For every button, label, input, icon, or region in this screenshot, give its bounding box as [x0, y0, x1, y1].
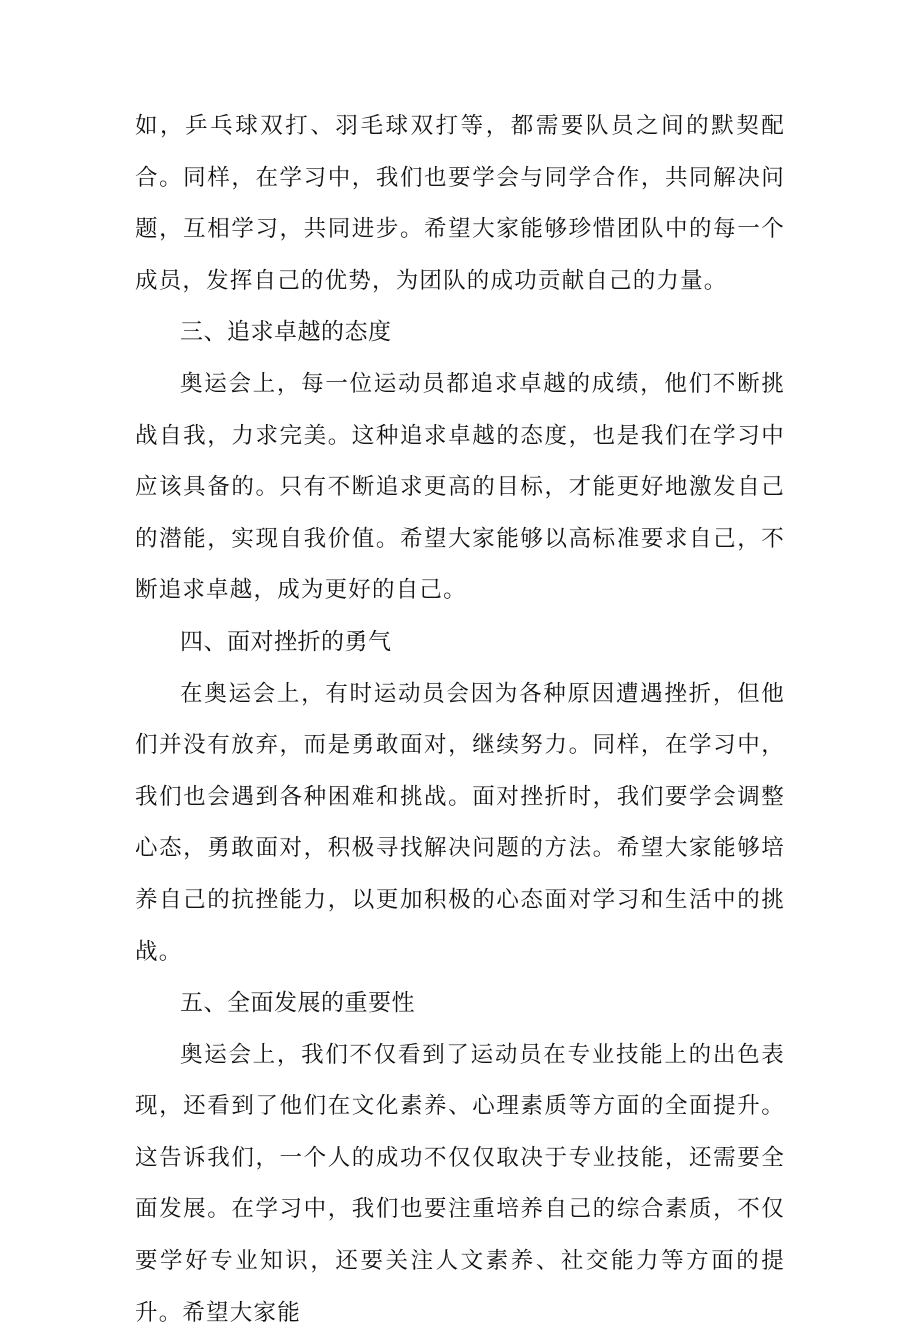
body-paragraph: 奥运会上，每一位运动员都追求卓越的成绩，他们不断挑战自我，力求完美。这种追求卓越的态度，也是我们在学习中应该具备的。只有不断追求更高的目标，才能更好地激发自己的潜能，实现自我价值。希望大家能够以高标准要求自己，不断追求卓越，成为更好的自己。 — [135, 370, 785, 604]
section-heading: 四、面对挫折的勇气 — [180, 628, 392, 655]
body-paragraph: 在奥运会上，有时运动员会因为各种原因遭遇挫折，但他们并没有放弃，而是勇敢面对，继续努力。同样，在学习中，我们也会遇到各种困难和挑战。面对挫折时，我们要学会调整心态，勇敢面对，积极寻找解决问题的方法。希望大家能够培养自己的抗挫能力，以更加积极的心态面对学习和生活中的挑战。 — [135, 680, 785, 965]
document-body — [135, 101, 785, 1339]
body-paragraph: 奥运会上，我们不仅看到了运动员在专业技能上的出色表现，还看到了他们在文化素养、心理素质等方面的全面提升。这告诉我们，一个人的成功不仅仅取决于专业技能，还需要全面发展。在学习中，我们也要注重培养自己的综合素质，不仅要学好专业知识，还要关注人文素养、社交能力等方面的提升。希望大家能 — [135, 1041, 785, 1326]
body-paragraph: 如，乒乓球双打、羽毛球双打等，都需要队员之间的默契配合。同样，在学习中，我们也要学会与同学合作，共同解决问题，互相学习，共同进步。希望大家能够珍惜团队中的每一个成员，发挥自己的优势，为团队的成功贡献自己的力量。 — [135, 113, 785, 294]
section-heading: 五、全面发展的重要性 — [180, 990, 415, 1017]
section-heading: 三、追求卓越的态度 — [180, 319, 392, 346]
